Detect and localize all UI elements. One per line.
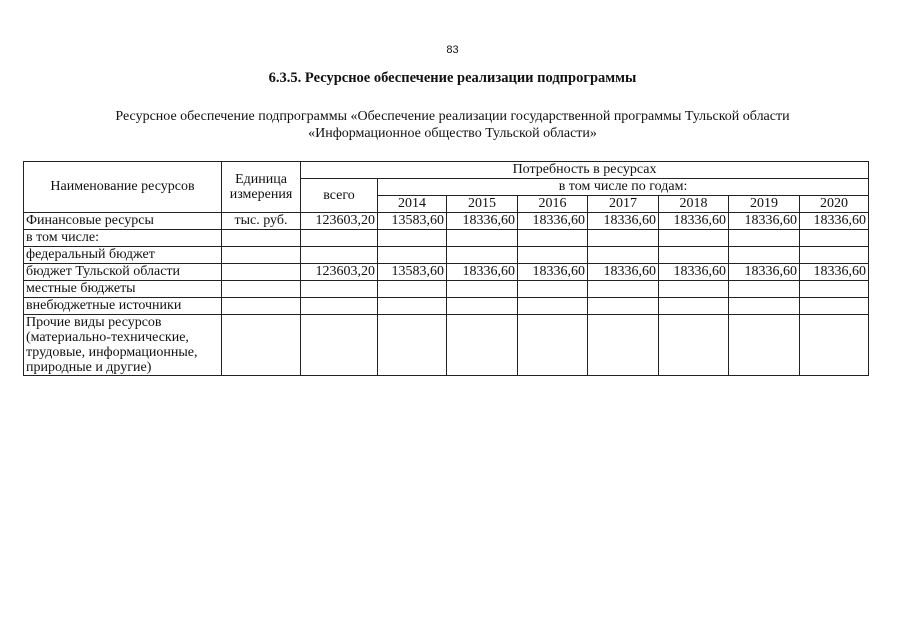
row-total: [301, 315, 378, 376]
row-year-value: [447, 230, 518, 247]
header-total: всего: [301, 179, 378, 213]
row-year-value: [378, 315, 447, 376]
row-year-value: [447, 281, 518, 298]
row-year-value: [447, 315, 518, 376]
table-row: [24, 281, 869, 298]
row-total: [301, 281, 378, 298]
header-row-1: [24, 162, 869, 179]
row-year-value: 13583,60: [378, 213, 447, 230]
row-year-value: [518, 281, 588, 298]
row-year-value: [588, 281, 659, 298]
header-year: 2018: [659, 196, 729, 213]
header-year: 2019: [729, 196, 800, 213]
row-year-value: [659, 315, 729, 376]
row-year-value: 18336,60: [588, 213, 659, 230]
row-name: Финансовые ресурсы: [24, 213, 222, 230]
row-year-value: [800, 298, 869, 315]
row-year-value: [378, 230, 447, 247]
table-row: [24, 247, 869, 264]
header-year: 2016: [518, 196, 588, 213]
row-year-value: 13583,60: [378, 264, 447, 281]
header-by-years: в том числе по годам:: [378, 179, 869, 196]
row-year-value: 18336,60: [729, 264, 800, 281]
row-year-value: [659, 281, 729, 298]
table-row: [24, 264, 869, 281]
subtitle-line-1: Ресурсное обеспечение подпрограммы «Обеспечение реализации государственной программы Тульской области: [115, 109, 790, 124]
section-title: 6.3.5. Ресурсное обеспечение реализации подпрограммы: [268, 70, 637, 86]
row-unit: [222, 247, 301, 264]
row-year-value: 18336,60: [447, 264, 518, 281]
row-year-value: [447, 247, 518, 264]
row-year-value: [518, 298, 588, 315]
row-total: [301, 230, 378, 247]
page-number: 83: [446, 44, 459, 56]
row-year-value: [378, 281, 447, 298]
table-row: [24, 315, 869, 376]
row-year-value: 18336,60: [588, 264, 659, 281]
header-year: 2020: [800, 196, 869, 213]
header-unit: Единица измерения: [222, 162, 301, 213]
row-unit: [222, 298, 301, 315]
row-year-value: 18336,60: [729, 213, 800, 230]
table-row: [24, 213, 869, 230]
row-year-value: [800, 281, 869, 298]
row-year-value: 18336,60: [518, 264, 588, 281]
row-year-value: [729, 298, 800, 315]
row-year-value: [588, 298, 659, 315]
row-year-value: [518, 247, 588, 264]
row-year-value: 18336,60: [447, 213, 518, 230]
table-row: [24, 230, 869, 247]
row-name: бюджет Тульской области: [24, 264, 222, 281]
row-unit: [222, 315, 301, 376]
row-year-value: 18336,60: [800, 213, 869, 230]
row-name: Прочие виды ресурсов (материально-технические, трудовые, информационные, природные и другие): [24, 315, 222, 376]
row-year-value: [659, 247, 729, 264]
row-year-value: 18336,60: [659, 213, 729, 230]
row-unit: [222, 230, 301, 247]
row-total: 123603,20: [301, 213, 378, 230]
row-year-value: [518, 315, 588, 376]
row-year-value: [518, 230, 588, 247]
row-total: [301, 298, 378, 315]
row-year-value: [659, 298, 729, 315]
row-year-value: [588, 247, 659, 264]
row-unit: тыс. руб.: [222, 213, 301, 230]
row-year-value: [588, 315, 659, 376]
row-name: внебюджетные источники: [24, 298, 222, 315]
row-name: федеральный бюджет: [24, 247, 222, 264]
row-year-value: [800, 230, 869, 247]
row-year-value: [729, 281, 800, 298]
row-year-value: 18336,60: [659, 264, 729, 281]
row-year-value: [588, 230, 659, 247]
row-name: в том числе:: [24, 230, 222, 247]
header-year: 2017: [588, 196, 659, 213]
header-name: Наименование ресурсов: [24, 162, 222, 213]
row-total: 123603,20: [301, 264, 378, 281]
row-year-value: [729, 315, 800, 376]
subtitle: [40, 108, 865, 142]
row-year-value: [447, 298, 518, 315]
row-name: местные бюджеты: [24, 281, 222, 298]
subtitle-line-2: «Информационное общество Тульской области»: [308, 126, 597, 141]
row-year-value: 18336,60: [800, 264, 869, 281]
row-year-value: [659, 230, 729, 247]
table-row: [24, 298, 869, 315]
row-year-value: [378, 298, 447, 315]
row-year-value: [800, 315, 869, 376]
row-unit: [222, 264, 301, 281]
row-year-value: [378, 247, 447, 264]
row-total: [301, 247, 378, 264]
header-year: 2015: [447, 196, 518, 213]
row-year-value: 18336,60: [518, 213, 588, 230]
header-need: Потребность в ресурсах: [301, 162, 869, 179]
row-unit: [222, 281, 301, 298]
row-year-value: [800, 247, 869, 264]
row-year-value: [729, 247, 800, 264]
resource-table: [23, 161, 869, 376]
header-year: 2014: [378, 196, 447, 213]
row-year-value: [729, 230, 800, 247]
